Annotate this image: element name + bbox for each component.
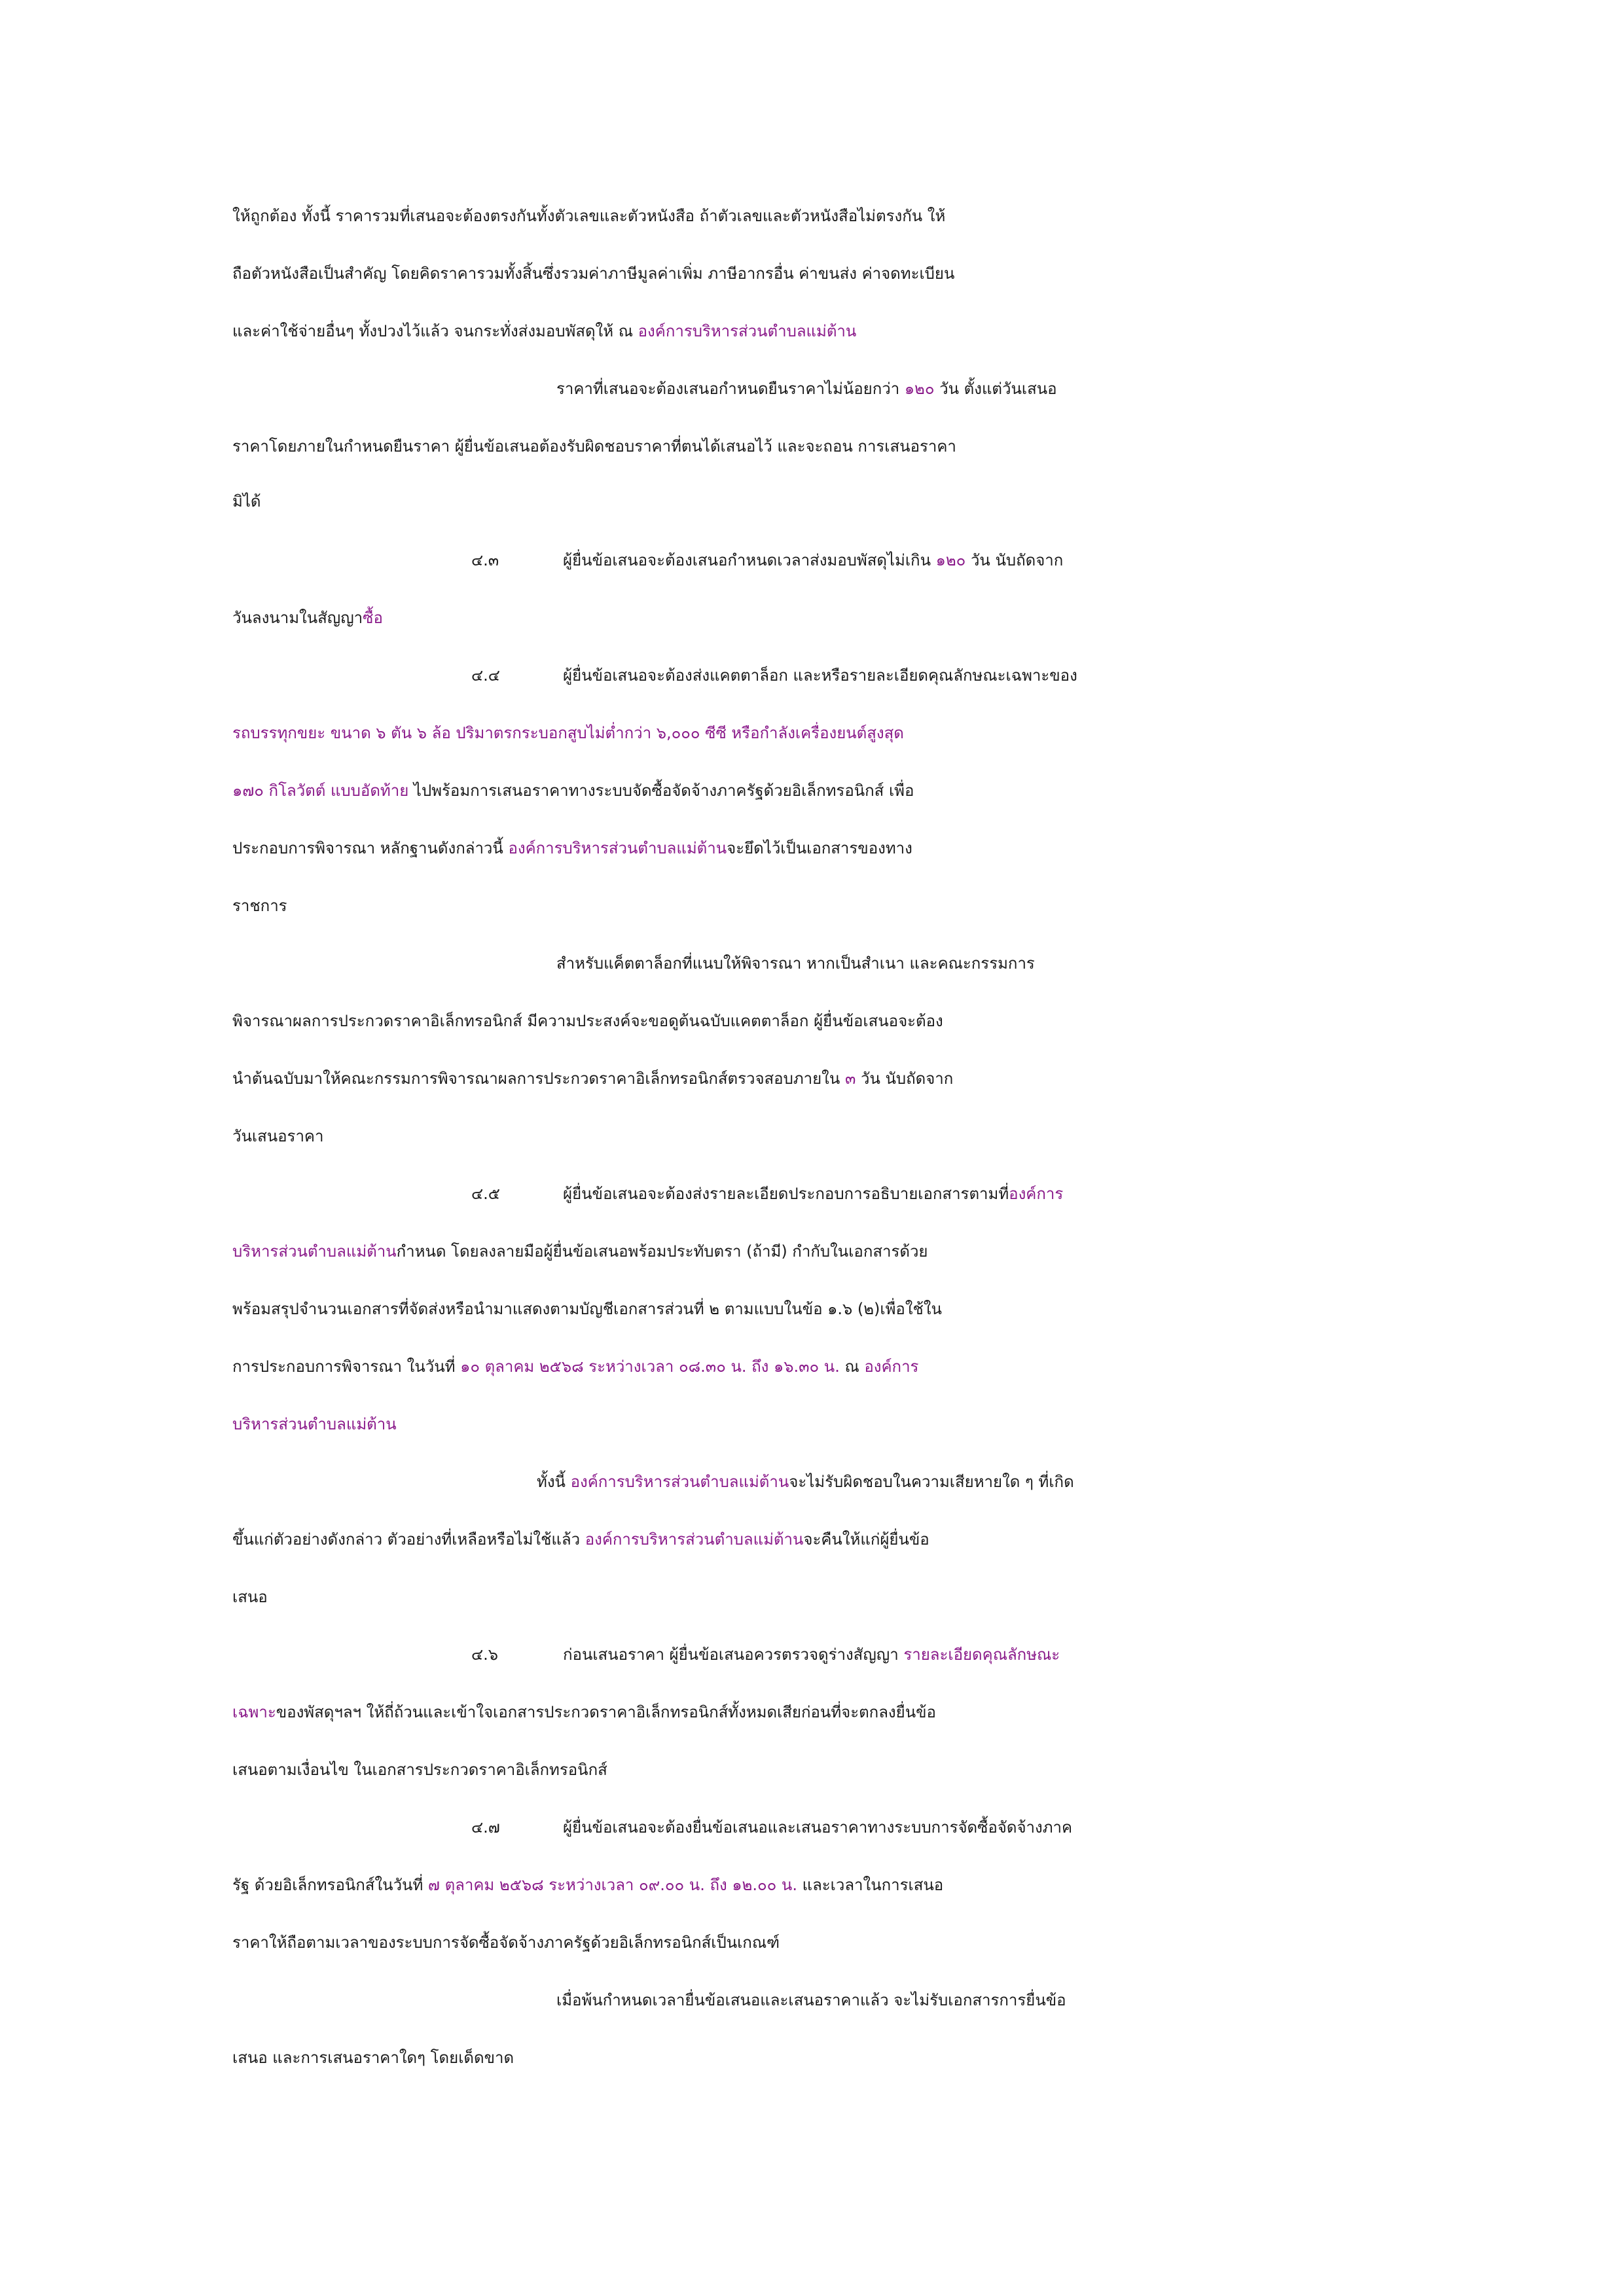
text-segment: ผู้ยื่นข้อเสนอจะต้องเสนอกำหนดเวลาส่งมอบพัสดุไม่เกิน	[563, 551, 936, 569]
text-segment: ทั้งนี้	[537, 1473, 571, 1491]
text-segment: วัน นับถัดจาก	[965, 551, 1064, 569]
text-line-15	[232, 1001, 1476, 1045]
text-line-17	[232, 1117, 1476, 1160]
text-line-23	[537, 1462, 1624, 1505]
text-segment: เสนอ และการเสนอราคาใดๆ โดยเด็ดขาด	[232, 2049, 514, 2067]
text-line-26	[471, 1635, 1624, 1678]
text-line-7	[471, 541, 1624, 584]
text-segment: มิได้	[232, 492, 261, 511]
clause-number: ๔.๓	[471, 551, 499, 569]
text-segment: ผู้ยื่นข้อเสนอจะต้องยื่นข้อเสนอและเสนอราคาทางระบบการจัดซื้อจัดจ้างภาค	[563, 1818, 1073, 1837]
text-segment: ของพัสดุฯลฯ ให้ถี่ถ้วนและเข้าใจเอกสารประกวดราคาอิเล็กทรอนิกส์ทั้งหมดเสียก่อนที่จะตกลงยื่นข้อ	[276, 1703, 936, 1721]
days-value: ๑๒๐	[904, 380, 935, 398]
text-segment: ให้ถูกต้อง ทั้งนี้ ราคารวมที่เสนอจะต้องตรงกันทั้งตัวเลขและตัวหนังสือ ถ้าตัวเลขและตัวหนังสือไม่ตรงกัน ให้	[232, 207, 946, 225]
vehicle-spec: ๑๗๐ กิโลวัตต์ แบบอัดท้าย	[232, 781, 409, 800]
highlight-text: ซื้อ	[363, 609, 383, 627]
organization-name: องค์การบริหารส่วนตำบลแม่ต้าน	[508, 839, 727, 857]
text-segment: เสนอ	[232, 1588, 268, 1606]
clause-number: ๔.๕	[471, 1185, 500, 1203]
text-line-33	[232, 2038, 1476, 2081]
organization-name: องค์การบริหารส่วนตำบลแม่ต้าน	[638, 322, 857, 340]
organization-name: บริหารส่วนตำบลแม่ต้าน	[232, 1415, 397, 1433]
text-segment: จะยึดไว้เป็นเอกสารของทาง	[727, 839, 912, 857]
text-line-1	[232, 196, 1476, 240]
text-line-19	[232, 1232, 1476, 1275]
clause-number: ๔.๗	[471, 1818, 500, 1837]
text-line-16	[232, 1059, 1476, 1102]
text-segment: สำหรับแค็ตตาล็อกที่แนบให้พิจารณา หากเป็นสำเนา และคณะกรรมการ	[556, 954, 1035, 973]
text-line-29	[471, 1808, 1624, 1851]
text-line-11	[232, 771, 1476, 814]
text-segment: และค่าใช้จ่ายอื่นๆ ทั้งปวงไว้แล้ว จนกระทั่งส่งมอบพัสดุให้ ณ	[232, 322, 638, 340]
text-line-28	[232, 1750, 1476, 1793]
organization-name: องค์การ	[1009, 1185, 1064, 1203]
clause-number: ๔.๖	[471, 1645, 499, 1664]
text-line-5	[232, 427, 1476, 470]
text-segment: จะไม่รับผิดชอบในความเสียหายใด ๆ ที่เกิด	[789, 1473, 1074, 1491]
text-line-9	[471, 656, 1624, 699]
text-line-3	[232, 312, 1476, 355]
organization-name: องค์การบริหารส่วนตำบลแม่ต้าน	[585, 1530, 804, 1549]
text-line-32	[556, 1981, 1624, 2024]
organization-name: บริหารส่วนตำบลแม่ต้าน	[232, 1242, 397, 1261]
highlight-text: เฉพาะ	[232, 1703, 276, 1721]
text-segment: พร้อมสรุปจำนวนเอกสารที่จัดส่งหรือนำมาแสดงตามบัญชีเอกสารส่วนที่ ๒ ตามแบบในข้อ ๑.๖ (๒)เพื่อใช้ใน	[232, 1300, 942, 1318]
text-segment: จะคืนให้แก่ผู้ยื่นข้อ	[803, 1530, 929, 1549]
text-segment: พิจารณาผลการประกวดราคาอิเล็กทรอนิกส์ มีความประสงค์จะขอดูต้นฉบับแคตตาล็อก ผู้ยื่นข้อเสนอจะต้อง	[232, 1012, 943, 1030]
text-line-14	[556, 944, 1624, 987]
text-segment: กำหนด โดยลงลายมือผู้ยื่นข้อเสนอพร้อมประทับตรา (ถ้ามี) กำกับในเอกสารด้วย	[396, 1242, 928, 1261]
bid-date-time: ๗ ตุลาคม ๒๕๖๘ ระหว่างเวลา ๐๙.๐๐ น. ถึง ๑๒.๐๐ น.	[427, 1876, 797, 1894]
text-line-2	[232, 254, 1476, 297]
organization-name: องค์การบริหารส่วนตำบลแม่ต้าน	[570, 1473, 789, 1491]
text-segment: นำต้นฉบับมาให้คณะกรรมการพิจารณาผลการประกวดราคาอิเล็กทรอนิกส์ตรวจสอบภายใน	[232, 1069, 845, 1088]
text-line-25	[232, 1577, 1476, 1621]
text-segment: วัน นับถัดจาก	[856, 1069, 954, 1088]
text-segment: ราคาที่เสนอจะต้องเสนอกำหนดยืนราคาไม่น้อยกว่า	[556, 380, 905, 398]
text-line-18	[471, 1174, 1624, 1217]
text-line-13	[232, 886, 1476, 929]
highlight-text: รายละเอียดคุณลักษณะ	[903, 1645, 1060, 1664]
text-line-8	[232, 598, 1476, 641]
text-segment: ขึ้นแก่ตัวอย่างดังกล่าว ตัวอย่างที่เหลือหรือไม่ใช้แล้ว	[232, 1530, 585, 1549]
text-segment: ราคาให้ถือตามเวลาของระบบการจัดซื้อจัดจ้างภาครัฐด้วยอิเล็กทรอนิกส์เป็นเกณฑ์	[232, 1933, 780, 1952]
text-segment: วันลงนามในสัญญา	[232, 609, 363, 627]
text-segment: วัน ตั้งแต่วันเสนอ	[934, 380, 1057, 398]
clause-number: ๔.๔	[471, 666, 500, 685]
text-line-22	[232, 1405, 1476, 1448]
text-segment: ราชการ	[232, 897, 287, 915]
text-segment: ถือตัวหนังสือเป็นสำคัญ โดยคิดราคารวมทั้งสิ้นซึ่งรวมค่าภาษีมูลค่าเพิ่ม ภาษีอากรอื่น ค่าขนส่ง ค่าจดทะเบียน	[232, 264, 955, 283]
days-value: ๓	[844, 1069, 856, 1088]
days-value: ๑๒๐	[935, 551, 966, 569]
organization-name: องค์การ	[864, 1357, 919, 1376]
text-line-31	[232, 1923, 1476, 1966]
submission-date-time: ๑๐ ตุลาคม ๒๕๖๘ ระหว่างเวลา ๐๘.๓๐ น. ถึง ๑๖.๓๐ น.	[460, 1357, 840, 1376]
text-line-12	[232, 829, 1476, 872]
text-line-24	[232, 1520, 1476, 1563]
text-line-4	[556, 369, 1624, 412]
text-line-30	[232, 1865, 1476, 1909]
text-segment: เสนอตามเงื่อนไข ในเอกสารประกวดราคาอิเล็กทรอนิกส์	[232, 1761, 607, 1779]
vehicle-spec: รถบรรทุกขยะ ขนาด ๖ ตัน ๖ ล้อ ปริมาตรกระบอกสูบไม่ต่ำกว่า ๖,๐๐๐ ซีซี หรือกำลังเครื่องยนต์สูงสุด	[232, 724, 904, 742]
text-segment: ก่อนเสนอราคา ผู้ยื่นข้อเสนอควรตรวจดูร่างสัญญา	[563, 1645, 904, 1664]
text-segment: ราคาโดยภายในกำหนดยืนราคา ผู้ยื่นข้อเสนอต้องรับผิดชอบราคาที่ตนได้เสนอไว้ และจะถอน การเสนอราคา	[232, 437, 956, 456]
text-segment: ณ	[839, 1357, 865, 1376]
text-segment: ผู้ยื่นข้อเสนอจะต้องส่งแคตตาล็อก และหรือรายละเอียดคุณลักษณะเฉพาะของ	[563, 666, 1077, 685]
text-segment: ประกอบการพิจารณา หลักฐานดังกล่าวนี้	[232, 839, 509, 857]
text-segment: ผู้ยื่นข้อเสนอจะต้องส่งรายละเอียดประกอบการอธิบายเอกสารตามที่	[563, 1185, 1009, 1203]
text-line-10	[232, 713, 1476, 757]
text-line-6	[232, 482, 1476, 525]
text-segment: เมื่อพ้นกำหนดเวลายื่นข้อเสนอและเสนอราคาแล้ว จะไม่รับเอกสารการยื่นข้อ	[556, 1991, 1066, 2009]
text-segment: วันเสนอราคา	[232, 1127, 324, 1145]
text-segment: การประกอบการพิจารณา ในวันที่	[232, 1357, 461, 1376]
text-line-21	[232, 1347, 1476, 1390]
text-segment: รัฐ ด้วยอิเล็กทรอนิกส์ในวันที่	[232, 1876, 428, 1894]
text-segment: และเวลาในการเสนอ	[797, 1876, 944, 1894]
text-line-27	[232, 1693, 1476, 1736]
text-segment: ไปพร้อมการเสนอราคาทางระบบจัดซื้อจัดจ้างภาครัฐด้วยอิเล็กทรอนิกส์ เพื่อ	[408, 781, 914, 800]
text-line-20	[232, 1289, 1476, 1333]
